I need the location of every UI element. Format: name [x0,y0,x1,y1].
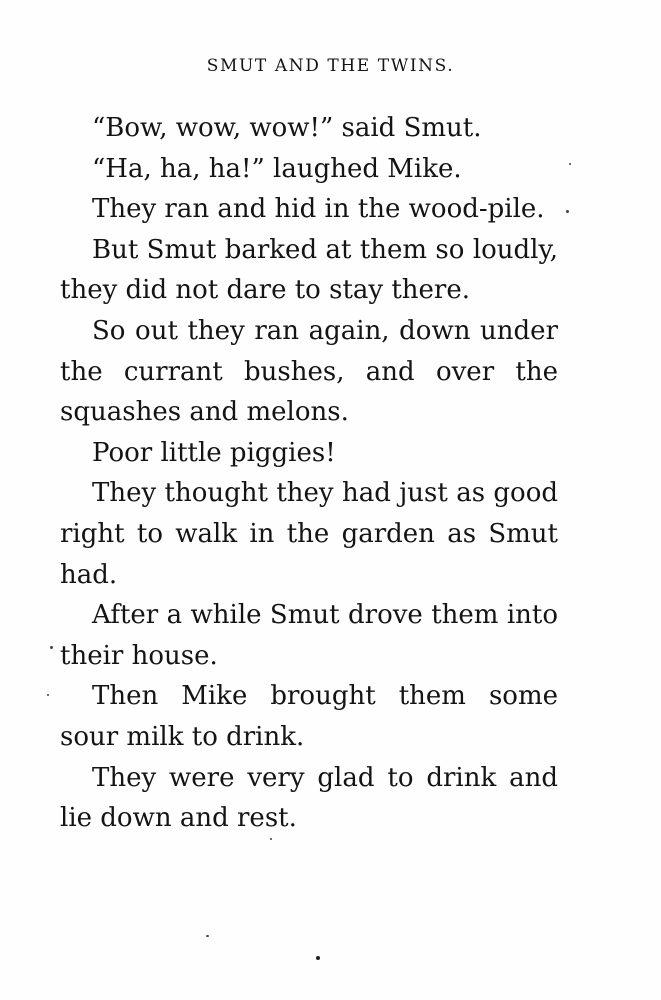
paragraph-9: Then Mike brought them some sour milk to drink. [60,681,558,752]
print-speck [206,935,209,937]
body-text [60,108,558,839]
print-speck [569,163,571,165]
paragraph-3: They ran and hid in the wood-pile. [92,194,545,225]
running-head: SMUT AND THE TWINS. [206,56,455,76]
print-speck [316,956,320,960]
paragraph-5: So out they ran again, down under the currant bushes, and over the squashes and melons. [60,315,558,428]
print-speck [270,838,272,840]
paragraph-10: They were very glad to drink and lie down and rest. [60,762,558,834]
print-speck [50,646,53,649]
print-speck [566,210,569,213]
print-speck [47,694,49,696]
paragraph-7: They thought they had just as good right to walk in the garden as Smut had. [60,478,558,590]
paragraph-4: But Smut barked at them so loudly, they did not dare to stay there. [60,234,558,306]
paragraph-1: “Bow, wow, wow!” said Smut. [92,113,482,143]
paragraph-2: “Ha, ha, ha!” laughed Mike. [92,153,462,184]
paragraph-8: After a while Smut drove them into their house. [60,600,558,671]
paragraph-6: Poor little piggies! [92,437,336,468]
